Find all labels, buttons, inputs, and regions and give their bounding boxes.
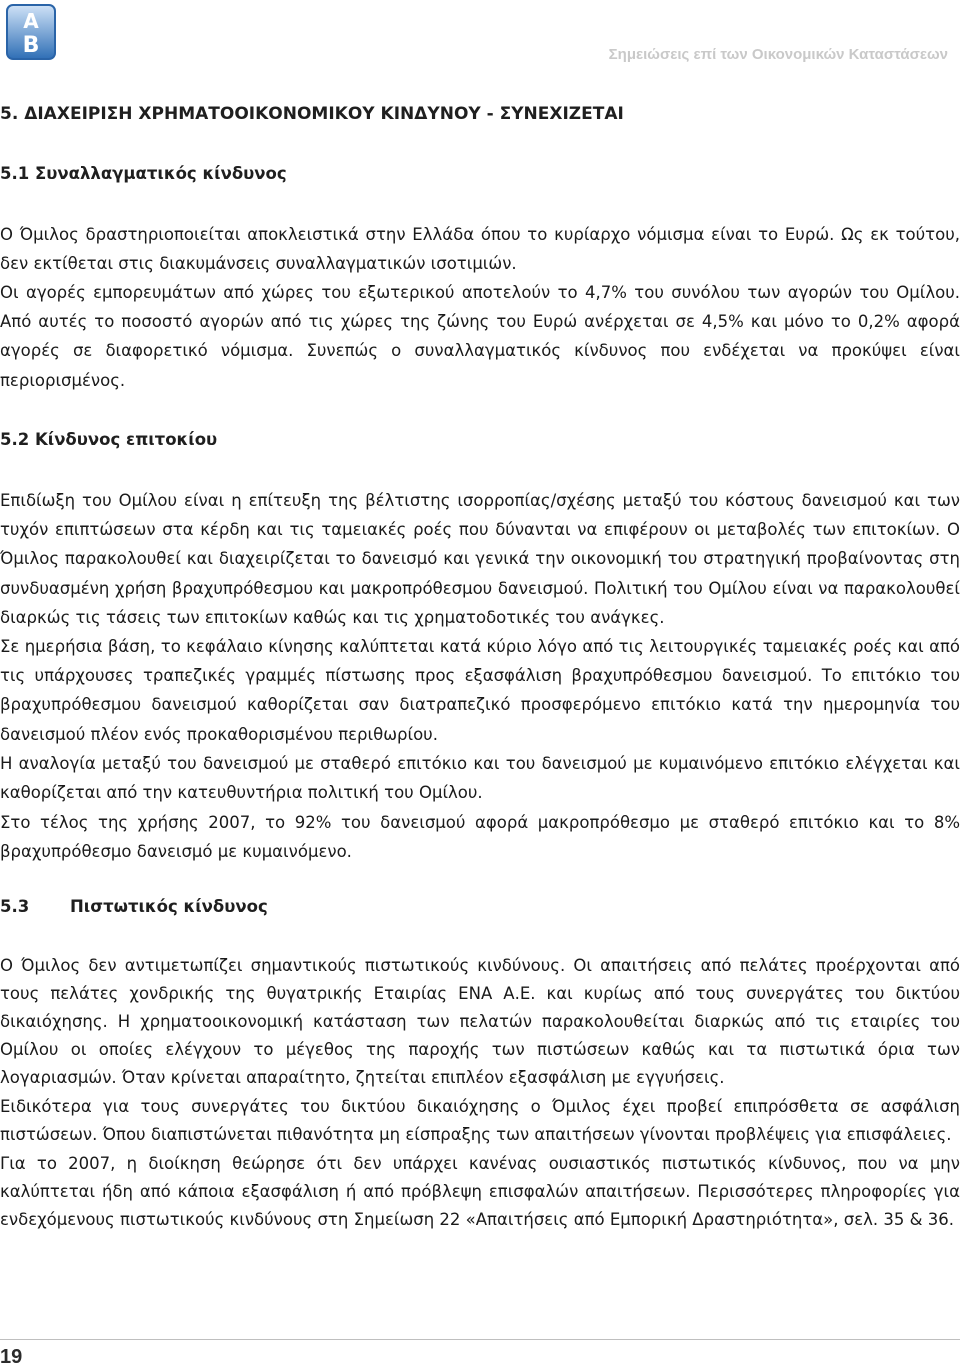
paragraph-5-3-3: Για το 2007, η διοίκηση θεώρησε ότι δεν υπάρχει κανένας ουσιαστικός πιστωτικός κίνδυνος, που να μην καλύπτεται ήδη από κάποια εξασφάλιση ή από πρόβλεψη επισφαλών απαιτήσεων. Περισσότερες πληροφορίες για ενδεχόμενους πιστωτικούς κινδύνους στη Σημείωση 22 «Απαιτήσεις από Εμπορική Δραστηριότητα», σελ. 35 & 36.	[0, 1154, 960, 1229]
section-heading-5: 5. ΔΙΑΧΕΙΡΙΣΗ ΧΡΗΜΑΤΟΟΙΚΟΝΟΜΙΚΟΥ ΚΙΝΔΥΝΟΥ - ΣΥΝΕΧΙΖΕΤΑΙ	[0, 104, 624, 124]
paragraph-5-3-1: Ο Όμιλος δεν αντιμετωπίζει σημαντικούς πιστωτικούς κινδύνους. Οι απαιτήσεις από πελάτες προέρχονται από τους πελάτες χονδρικής της θυγατρικής Εταιρίας ΕΝΑ Α.Ε. και κυρίως από τους συνεργάτες του δικτύου δικαιόχησης. Η χρηματοοικονομική κατάσταση των πελατών παρακολουθείται διαρκώς από τις εταιρίες του Ομίλου οι οποίες ελέγχουν το μέγεθος της παροχής των πιστώσεων καθώς και τα πιστωτικά όρια των λογαριασμών. Όταν κρίνεται απαραίτητο, ζητείται επιπλέον εξασφάλιση με εγγυήσεις.	[0, 956, 960, 1087]
paragraph-5-1-1: Ο Όμιλος δραστηριοποιείται αποκλειστικά στην Ελλάδα όπου το κυρίαρχο νόμισμα είναι το Ευρώ. Ως εκ τούτου, δεν εκτίθεται στις διακυμάνσεις συναλλαγματικών ισοτιμιών.	[0, 225, 960, 274]
section-heading-5-1: 5.1 Συναλλαγματικός κίνδυνος	[0, 164, 287, 183]
company-logo	[6, 4, 56, 60]
paragraph-5-2-2: Σε ημερήσια βάση, το κεφάλαιο κίνησης καλύπτεται κατά κύριο λόγο από τις λειτουργικές ταμειακές ροές και από τις υπάρχουσες τραπεζικές γραμμές πίστωσης προς εξασφάλιση βραχυπρόθεσμου δανεισμού. Το επιτόκιο του βραχυπρόθεσμου δανεισμού καθορίζεται σαν διατραπεζικό προσφερόμενο επιτόκιο κατά την ημερομηνία του δανεισμού πλέον ενός προκαθορισμένου περιθωρίου.	[0, 637, 960, 744]
section-number: 5.3	[0, 897, 30, 916]
section-title: Πιστωτικός κίνδυνος	[70, 897, 268, 916]
paragraph-5-1-2: Οι αγορές εμπορευμάτων από χώρες του εξωτερικού αποτελούν το 4,7% του συνόλου των αγορών του Ομίλου. Από αυτές το ποσοστό αγορών από τις χώρες της ζώνης του Ευρώ ανέρχεται σε 4,5% και μόνο το 0,2% αφορά αγορές σε διαφορετικό νόμισμα. Συνεπώς ο συναλλαγματικός κίνδυνος που ενδέχεται να προκύψει είναι περιορισμένος.	[0, 283, 960, 390]
paragraph-5-2-3: Η αναλογία μεταξύ του δανεισμού με σταθερό επιτόκιο και του δανεισμού με κυμαινόμενο επιτόκιο ελέγχεται και καθορίζεται από την κατευθυντήρια πολιτική του Ομίλου.	[0, 754, 960, 803]
paragraph-5-2-4: Στο τέλος της χρήσης 2007, το 92% του δανεισμού αφορά μακροπρόθεσμο με σταθερό επιτόκιο και το 8% βραχυπρόθεσμο δανεισμό με κυμαινόμενο.	[0, 813, 960, 862]
footer-divider	[0, 1339, 960, 1340]
page-number: 19	[0, 1346, 23, 1368]
running-header: Σημειώσεις επί των Οικονομικών Καταστάσεων	[608, 46, 948, 63]
svg-text:A: A	[23, 9, 39, 33]
paragraph-5-3-2: Ειδικότερα για τους συνεργάτες του δικτύου δικαιόχησης ο Όμιλος έχει προβεί επιπρόσθετα σε ασφάλιση πιστώσεων. Όπου διαπιστώνεται πιθανότητα μη είσπραξης των απαιτήσεων γίνονται προβλέψεις για επισφάλειες.	[0, 1097, 960, 1144]
paragraph-5-2-1: Επιδίωξη του Ομίλου είναι η επίτευξη της βέλτιστης ισορροπίας/σχέσης μεταξύ του κόστους δανεισμού και των τυχόν επιπτώσεων στα κέρδη και τις ταμειακές ροές που δύνανται να επιφέρουν οι μεταβολές των επιτοκίων. Ο Όμιλος παρακολουθεί και διαχειρίζεται το δανεισμό και γενικά την οικονομική του στρατηγική προβαίνοντας στη συνδυασμένη χρήση βραχυπρόθεσμου και μακροπρόθεσμου δανεισμού. Πολιτική του Ομίλου είναι να παρακολουθεί διαρκώς τις τάσεις των επιτοκίων καθώς και τις χρηματοδοτικές του ανάγκες.	[0, 491, 960, 627]
section-heading-5-3	[0, 897, 268, 916]
svg-text:B: B	[22, 33, 40, 58]
section-heading-5-2: 5.2 Κίνδυνος επιτοκίου	[0, 430, 218, 449]
